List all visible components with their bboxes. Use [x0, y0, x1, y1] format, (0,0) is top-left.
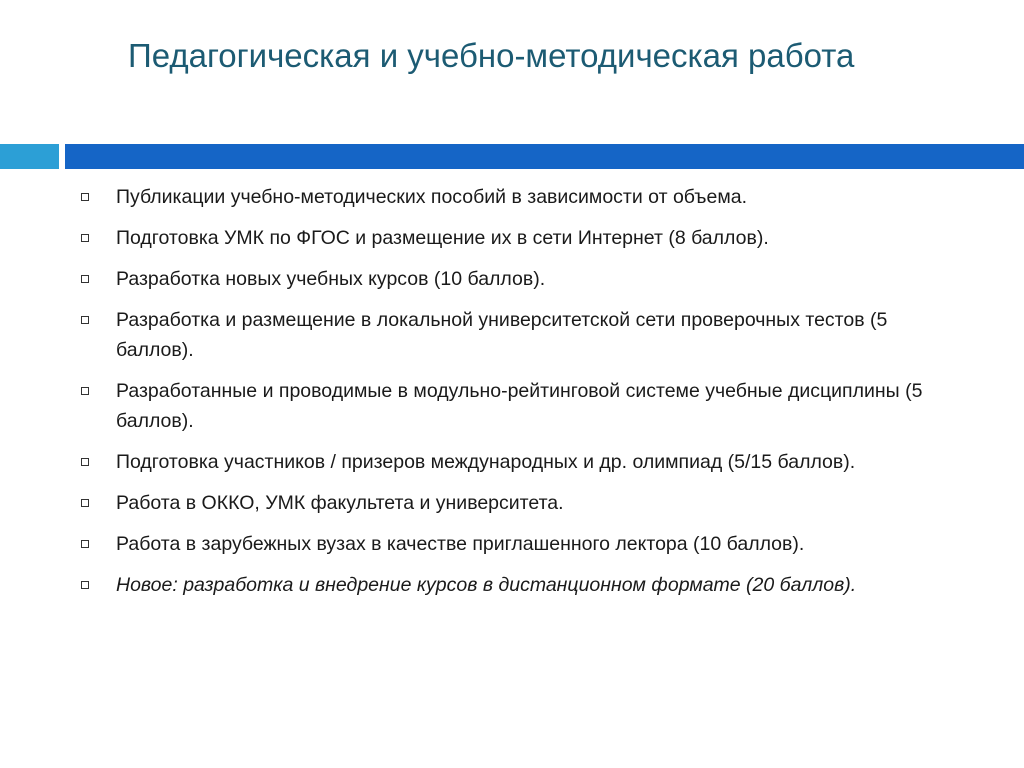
list-item-text: Работа в зарубежных вузах в качестве приглашенного лектора (10 баллов).: [116, 533, 805, 555]
list-item-text: Подготовка участников / призеров международных и др. олимпиад (5/15 баллов).: [116, 451, 856, 473]
square-bullet-icon: [81, 540, 89, 548]
list-item: [78, 488, 958, 518]
list-item: [78, 223, 958, 253]
list-item-text: Разработка и размещение в локальной университетской сети проверочных тестов (5 баллов).: [116, 309, 888, 361]
square-bullet-icon: [81, 581, 89, 589]
accent-bar-left: [0, 144, 59, 169]
list-item: [78, 182, 958, 212]
square-bullet-icon: [81, 234, 89, 242]
slide-title: Педагогическая и учебно-методическая работа: [128, 37, 855, 74]
list-item-text: Публикации учебно-методических пособий в зависимости от объема.: [116, 186, 748, 208]
list-item-text: Работа в ОККО, УМК факультета и университета.: [116, 492, 564, 514]
list-item: [78, 305, 958, 365]
list-item: [78, 529, 958, 559]
accent-bar-right: [65, 144, 1024, 169]
list-item: [78, 447, 958, 477]
square-bullet-icon: [81, 193, 89, 201]
list-item-text: Разработанные и проводимые в модульно-рейтинговой системе учебные дисциплины (5 баллов).: [116, 380, 923, 432]
square-bullet-icon: [81, 387, 89, 395]
list-item-text: Новое: разработка и внедрение курсов в дистанционном формате (20 баллов).: [116, 574, 857, 596]
list-item-text: Подготовка УМК по ФГОС и размещение их в сети Интернет (8 баллов).: [116, 227, 769, 249]
square-bullet-icon: [81, 316, 89, 324]
list-item: [78, 264, 958, 294]
square-bullet-icon: [81, 275, 89, 283]
square-bullet-icon: [81, 499, 89, 507]
square-bullet-icon: [81, 458, 89, 466]
list-item: [78, 376, 958, 436]
list-item-text: Разработка новых учебных курсов (10 баллов).: [116, 268, 546, 290]
list-item: [78, 570, 958, 600]
bullet-list: [78, 182, 958, 611]
